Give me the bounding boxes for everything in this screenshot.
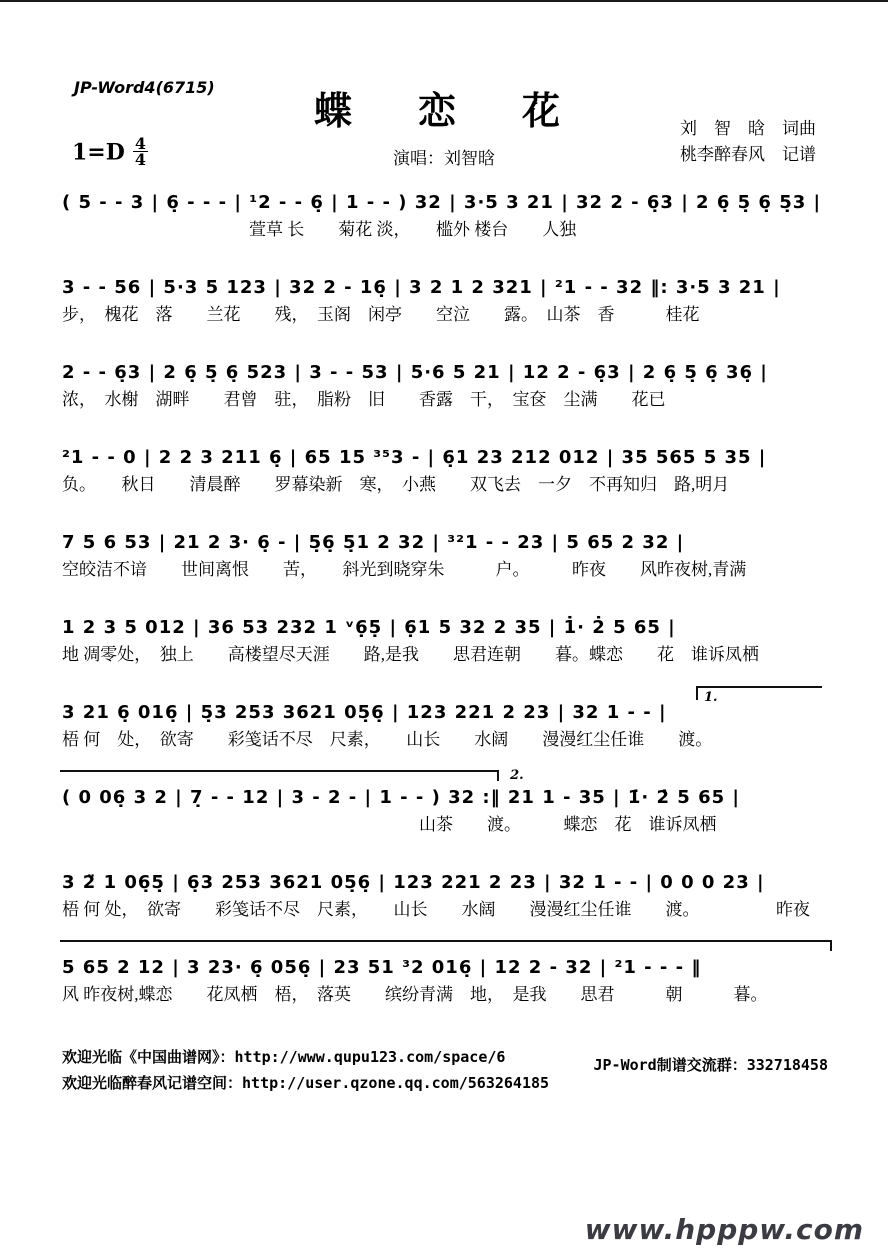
score-line-10 bbox=[62, 955, 828, 1007]
time-signature-denominator: 4 bbox=[134, 150, 146, 169]
qq-group-line: JP-Word制谱交流群：332718458 bbox=[593, 1056, 828, 1074]
lyrics-row: 梧 何 处， 欲寄 彩笺话不尽 尺素， 山长 水阔 漫漫红尘任谁 渡。 bbox=[62, 730, 713, 749]
qzone-site-line: 欢迎光临醉春风记谱空间：http://user.qzone.qq.com/563264185 bbox=[62, 1074, 550, 1092]
lyrics-row: 萱草 长 菊花 淡， 槛外 楼台 人独 bbox=[62, 220, 577, 239]
lyrics-row: 梧 何 处， 欲寄 彩笺话不尽 尺素， 山长 水阔 漫漫红尘任谁 渡。 昨夜 bbox=[62, 900, 810, 919]
transcriber-credit: 桃李醉春风 记谱 bbox=[680, 145, 816, 164]
score-line-5 bbox=[62, 530, 828, 582]
performer-line: 演唱：刘智晗 bbox=[393, 149, 495, 168]
lyrics-row: 空皎洁不谙 世间离恨 苦， 斜光到晓穿朱 户。 昨夜 风昨夜树,青满 bbox=[62, 560, 747, 579]
lyrics-row: 步， 槐花 落 兰花 残， 玉阁 闲亭 空泣 露。 山茶 香 桂花 bbox=[62, 305, 700, 324]
lyrics-row: 负。 秋日 清晨醉 罗幕染新 寒， 小燕 双飞去 一夕 不再知归 路,明月 bbox=[62, 475, 730, 494]
lyrics-row: 山茶 渡。 蝶恋 花 谁诉凤栖 bbox=[62, 815, 717, 834]
notation-row: 2 - - 6̣3 | 2 6̣ 5̣ 6̣ 523 | 3 - - 53 | 5·6 5 21 | 12 2 - 6̣3 | 2 6̣ 5̣ 6̣ 36̣ | bbox=[62, 362, 768, 383]
lyrics-row: 风 昨夜树,蝶恋 花凤栖 梧， 落英 缤纷青满 地， 是我 思君 朝 暮。 bbox=[62, 985, 768, 1004]
software-watermark: JP-Word4(6715) bbox=[74, 78, 215, 97]
score-line-8 bbox=[62, 768, 828, 837]
notation-row: 3 21 6̣ 016̣ | 5̣3 253 3621 05̣6̣ | 123 221 2 23 | 32 1 - - | bbox=[62, 702, 667, 723]
notation-row: ( 0 06̣ 3 2 | 7̣ - - 12 | 3 - 2 - | 1 - - ) 32 :‖ 21 1 - 35 | 1̇· 2̇ 5 65 | bbox=[62, 787, 740, 808]
notation-row: 1 2 3 5 012 | 36 53 232 1 ᵛ6̣5̣ | 6̣1 5 32 2 35 | 1̇· 2̇ 5 65 | bbox=[62, 617, 676, 638]
notation-row: ²1 - - 0 | 2 2 3 211 6̣ | 65 15 ³⁵3 - | 6̣1 23 212 012 | 35 565 5 35 | bbox=[62, 447, 767, 468]
score-body bbox=[62, 190, 828, 1040]
notation-row: 7 5 6 53 | 21 2 3· 6̣ - | 5̣6̣ 5̣1 2 32 | ³²1 - - 23 | 5 65 2 32 | bbox=[62, 532, 685, 553]
volta-1-label: 1. bbox=[704, 690, 718, 705]
key-signature: 1=D bbox=[72, 139, 125, 166]
time-signature-numerator: 4 bbox=[134, 134, 146, 153]
notation-row: 3 2̈ 1 06̣5̣ | 6̣3 253 3621 05̣6̣ | 123 221 2 23 | 32 1 - - | 0 0 0 23 | bbox=[62, 872, 765, 893]
notation-row: 5 65 2 12 | 3 23· 6̣ 056̣ | 23 51 ³2 016̣ | 12 2 - 32 | ²1 - - - ‖ bbox=[62, 957, 702, 978]
score-line-3 bbox=[62, 360, 828, 412]
volta-1-overline bbox=[60, 770, 499, 781]
notation-row: ( 5 - - 3 | 6̣ - - - | ¹2 - - 6̣ | 1 - - ) 32 | 3·5 3 21 | 32 2 - 6̣3 | 2 6̣ 5̣ 6̣ 5̣3 | bbox=[62, 192, 822, 213]
score-line-7 bbox=[62, 690, 828, 752]
lyrics-row: 地 凋零处， 独上 高楼望尽天涯 路,是我 思君连朝 暮。蝶恋 花 谁诉凤栖 bbox=[62, 645, 759, 664]
qupu-site-line: 欢迎光临《中国曲谱网》：http://www.qupu123.com/space/6 bbox=[62, 1048, 506, 1066]
score-line-1 bbox=[62, 190, 828, 242]
score-line-2 bbox=[62, 275, 828, 327]
score-line-4 bbox=[62, 445, 828, 497]
lyrics-row: 浓， 水榭 湖畔 君曾 驻， 脂粉 旧 香露 干， 宝奁 尘满 花已 bbox=[62, 390, 666, 409]
volta-2-label: 2. bbox=[510, 768, 524, 783]
volta-2-overline bbox=[60, 940, 832, 951]
score-line-6 bbox=[62, 615, 828, 667]
score-line-9 bbox=[62, 870, 828, 922]
composer-credit: 刘 智 晗 词曲 bbox=[680, 119, 816, 138]
footer-links bbox=[62, 1044, 549, 1096]
notation-row: 3 - - 56 | 5·3 5 123 | 32 2 - 16̣ | 3 2 1 2 321 | ²1 - - 32 ‖: 3·5 3 21 | bbox=[62, 277, 781, 298]
song-title: 蝶 恋 花 bbox=[313, 88, 574, 133]
volta-1-bracket bbox=[696, 686, 822, 705]
site-watermark: www.hpppw.com bbox=[584, 1213, 864, 1246]
